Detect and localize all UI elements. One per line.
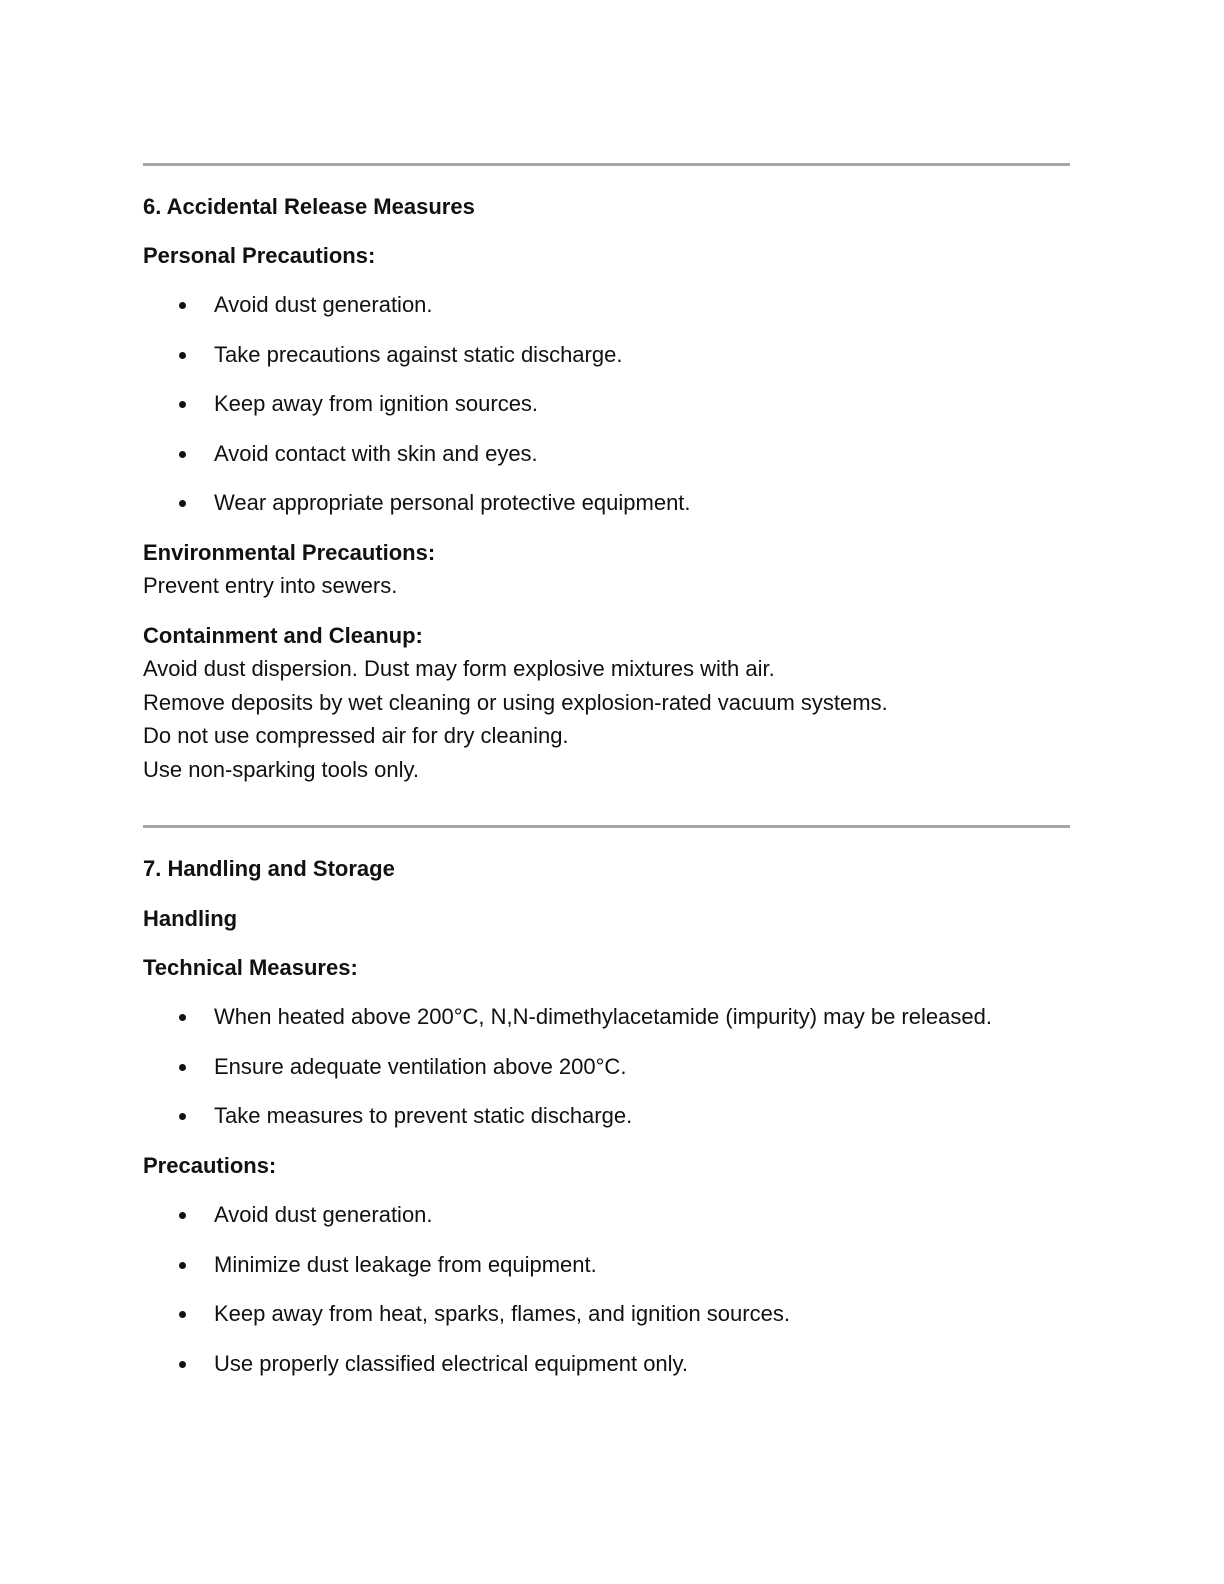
- list-item: Wear appropriate personal protective equipment.: [143, 490, 1070, 516]
- list-item: Ensure adequate ventilation above 200°C.: [143, 1054, 1070, 1080]
- bullet-icon: [179, 500, 186, 507]
- bullet-icon: [179, 352, 186, 359]
- list-item: Use properly classified electrical equipment only.: [143, 1351, 1070, 1377]
- handling-label: Handling: [143, 906, 238, 931]
- bullet-icon: [179, 1311, 186, 1318]
- personal-precautions-label: Personal Precautions:: [143, 243, 376, 268]
- list-item: Avoid dust generation.: [143, 292, 1070, 318]
- containment-cleanup-label: Containment and Cleanup:: [143, 623, 423, 648]
- containment-text: Do not use compressed air for dry cleaning.: [143, 723, 569, 748]
- precautions-label: Precautions:: [143, 1153, 277, 1178]
- technical-measures-label: Technical Measures:: [143, 955, 358, 980]
- list-item: Take precautions against static discharge.: [143, 342, 1070, 368]
- section-7-title: 7. Handling and Storage: [143, 856, 395, 881]
- environmental-text: Prevent entry into sewers.: [143, 573, 398, 598]
- list-item: Take measures to prevent static discharge.: [143, 1103, 1070, 1129]
- bullet-icon: [179, 1113, 186, 1120]
- environmental-precautions-label: Environmental Precautions:: [143, 540, 436, 565]
- bullet-icon: [179, 1212, 186, 1219]
- bullet-icon: [179, 1361, 186, 1368]
- section-divider: [143, 163, 1070, 166]
- list-item: Avoid contact with skin and eyes.: [143, 441, 1070, 467]
- bullet-icon: [179, 302, 186, 309]
- bullet-icon: [179, 401, 186, 408]
- containment-text: Avoid dust dispersion. Dust may form explosive mixtures with air.: [143, 656, 775, 681]
- bullet-icon: [179, 451, 186, 458]
- list-item: Keep away from ignition sources.: [143, 391, 1070, 417]
- list-item: Minimize dust leakage from equipment.: [143, 1252, 1070, 1278]
- section-6-title: 6. Accidental Release Measures: [143, 194, 475, 219]
- list-item: When heated above 200°C, N,N-dimethylacetamide (impurity) may be released.: [143, 1004, 1070, 1030]
- section-divider: [143, 825, 1070, 828]
- containment-text: Use non-sparking tools only.: [143, 757, 419, 782]
- bullet-icon: [179, 1064, 186, 1071]
- list-item: Keep away from heat, sparks, flames, and ignition sources.: [143, 1301, 1070, 1327]
- bullet-icon: [179, 1262, 186, 1269]
- bullet-icon: [179, 1014, 186, 1021]
- containment-text: Remove deposits by wet cleaning or using explosion-rated vacuum systems.: [143, 690, 888, 715]
- list-item: Avoid dust generation.: [143, 1202, 1070, 1228]
